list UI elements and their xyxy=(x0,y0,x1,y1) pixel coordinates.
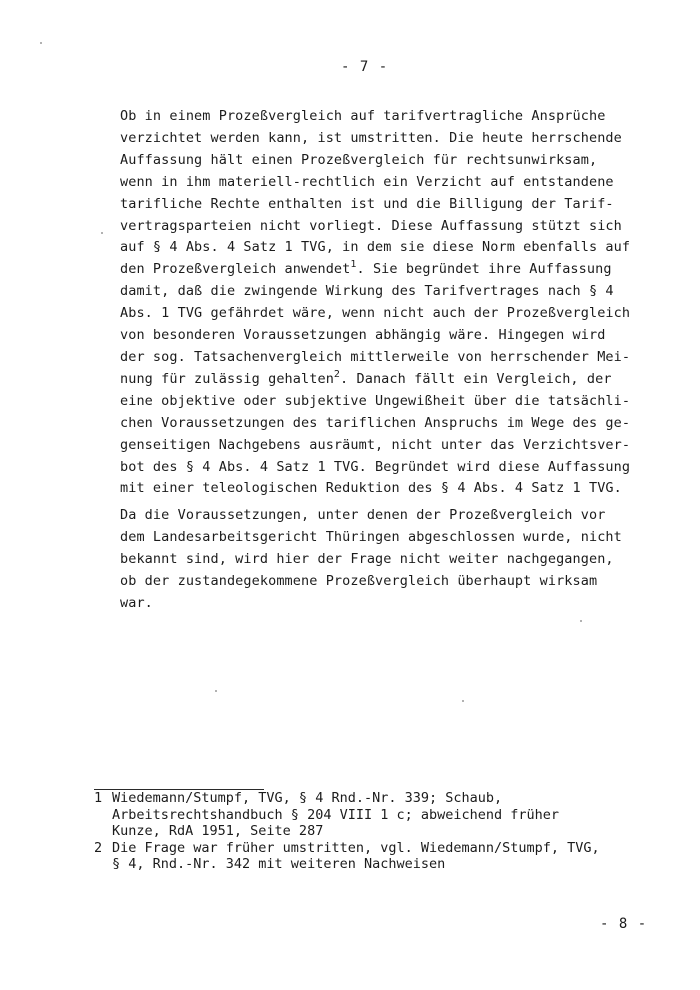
footnote-ref-1: 1 xyxy=(350,259,357,271)
text-line: bekannt sind, wird hier der Frage nicht weiter nachgegangen, xyxy=(120,550,614,567)
text-line: bot des § 4 Abs. 4 Satz 1 TVG. Begründet wird diese Auffassung xyxy=(120,458,631,475)
text-line: Auffassung hält einen Prozeßvergleich für rechtsunwirksam, xyxy=(120,151,598,168)
footnote-text xyxy=(112,790,674,840)
footnote-line: Kunze, RdA 1951, Seite 287 xyxy=(112,823,324,840)
text-line: Da die Voraussetzungen, unter denen der Prozeßvergleich vor xyxy=(120,507,606,523)
footnote-ref-2: 2 xyxy=(333,368,341,380)
text-line: den Prozeßvergleich anwendet$^1$. Sie begründet ihre Auffassung xyxy=(120,259,612,278)
scan-speck xyxy=(40,42,42,44)
text-line: wenn in ihm materiell-rechtlich ein Verzicht auf entstandene xyxy=(120,173,614,190)
paragraph-2 xyxy=(120,505,680,615)
footnote-1 xyxy=(94,790,674,840)
text-line: vertragsparteien nicht vorliegt. Diese Auffassung stützt sich xyxy=(120,217,622,234)
footnote-line: Die Frage war früher umstritten, vgl. Wiedemann/Stumpf, TVG, xyxy=(112,839,600,856)
text-line: war. xyxy=(120,594,153,611)
text-line: damit, daß die zwingende Wirkung des Tarifvertrages nach § 4 xyxy=(120,283,614,300)
text-line: genseitigen Nachgebens ausräumt, nicht unter das Verzichtsver- xyxy=(120,436,631,453)
text-line: tarifliche Rechte enthalten ist und die Billigung der Tarif- xyxy=(120,195,614,212)
text-line: dem Landesarbeitsgericht Thüringen abgeschlossen wurde, nicht xyxy=(120,528,622,545)
text-line: der sog. Tatsachenvergleich mittlerweile von herrschender Mei- xyxy=(120,348,631,365)
footnote-line: § 4, Rnd.-Nr. 342 mit weiteren Nachweisen xyxy=(112,856,446,873)
footnote-line: Arbeitsrechtshandbuch § 204 VIII 1 c; abweichend früher xyxy=(112,806,560,823)
footnote-2 xyxy=(94,840,674,873)
text-line: Abs. 1 TVG gefährdet wäre, wenn nicht auch der Prozeßvergleich xyxy=(120,305,631,322)
text-line: ob der zustandegekommene Prozeßvergleich überhaupt wirksam xyxy=(120,572,598,589)
text-line: nung für zulässig gehalten$^2$. Danach fällt ein Vergleich, der xyxy=(120,368,612,387)
next-page-marker: - 8 - xyxy=(600,916,648,932)
scan-speck xyxy=(580,620,582,622)
page-number: - 7 - xyxy=(341,59,389,75)
text-line: von besonderen Voraussetzungen abhängig wäre. Hingegen wird xyxy=(120,327,606,344)
scan-speck xyxy=(215,690,217,692)
paragraph-1 xyxy=(120,106,680,500)
text-line: eine objektive oder subjektive Ungewißheit über die tatsächli- xyxy=(120,392,631,409)
scan-speck xyxy=(101,232,103,234)
footnote-number: 1 xyxy=(94,790,103,806)
text-line: mit einer teleologischen Reduktion des § 4 Abs. 4 Satz 1 TVG. xyxy=(120,480,622,497)
footnote-line: Wiedemann/Stumpf, TVG, § 4 Rnd.-Nr. 339; Schaub, xyxy=(112,790,503,806)
text-line: verzichtet werden kann, ist umstritten. Die heute herrschende xyxy=(120,129,622,146)
footnotes xyxy=(94,790,674,873)
text-line: Ob in einem Prozeßvergleich auf tarifvertragliche Ansprüche xyxy=(120,108,606,124)
text-line: chen Voraussetzungen des tariflichen Anspruchs im Wege des ge- xyxy=(120,414,631,431)
scan-speck xyxy=(462,700,464,702)
footnote-number: 2 xyxy=(94,839,103,856)
text-line: auf § 4 Abs. 4 Satz 1 TVG, in dem sie diese Norm ebenfalls auf xyxy=(120,239,631,256)
footnote-text xyxy=(112,840,674,873)
